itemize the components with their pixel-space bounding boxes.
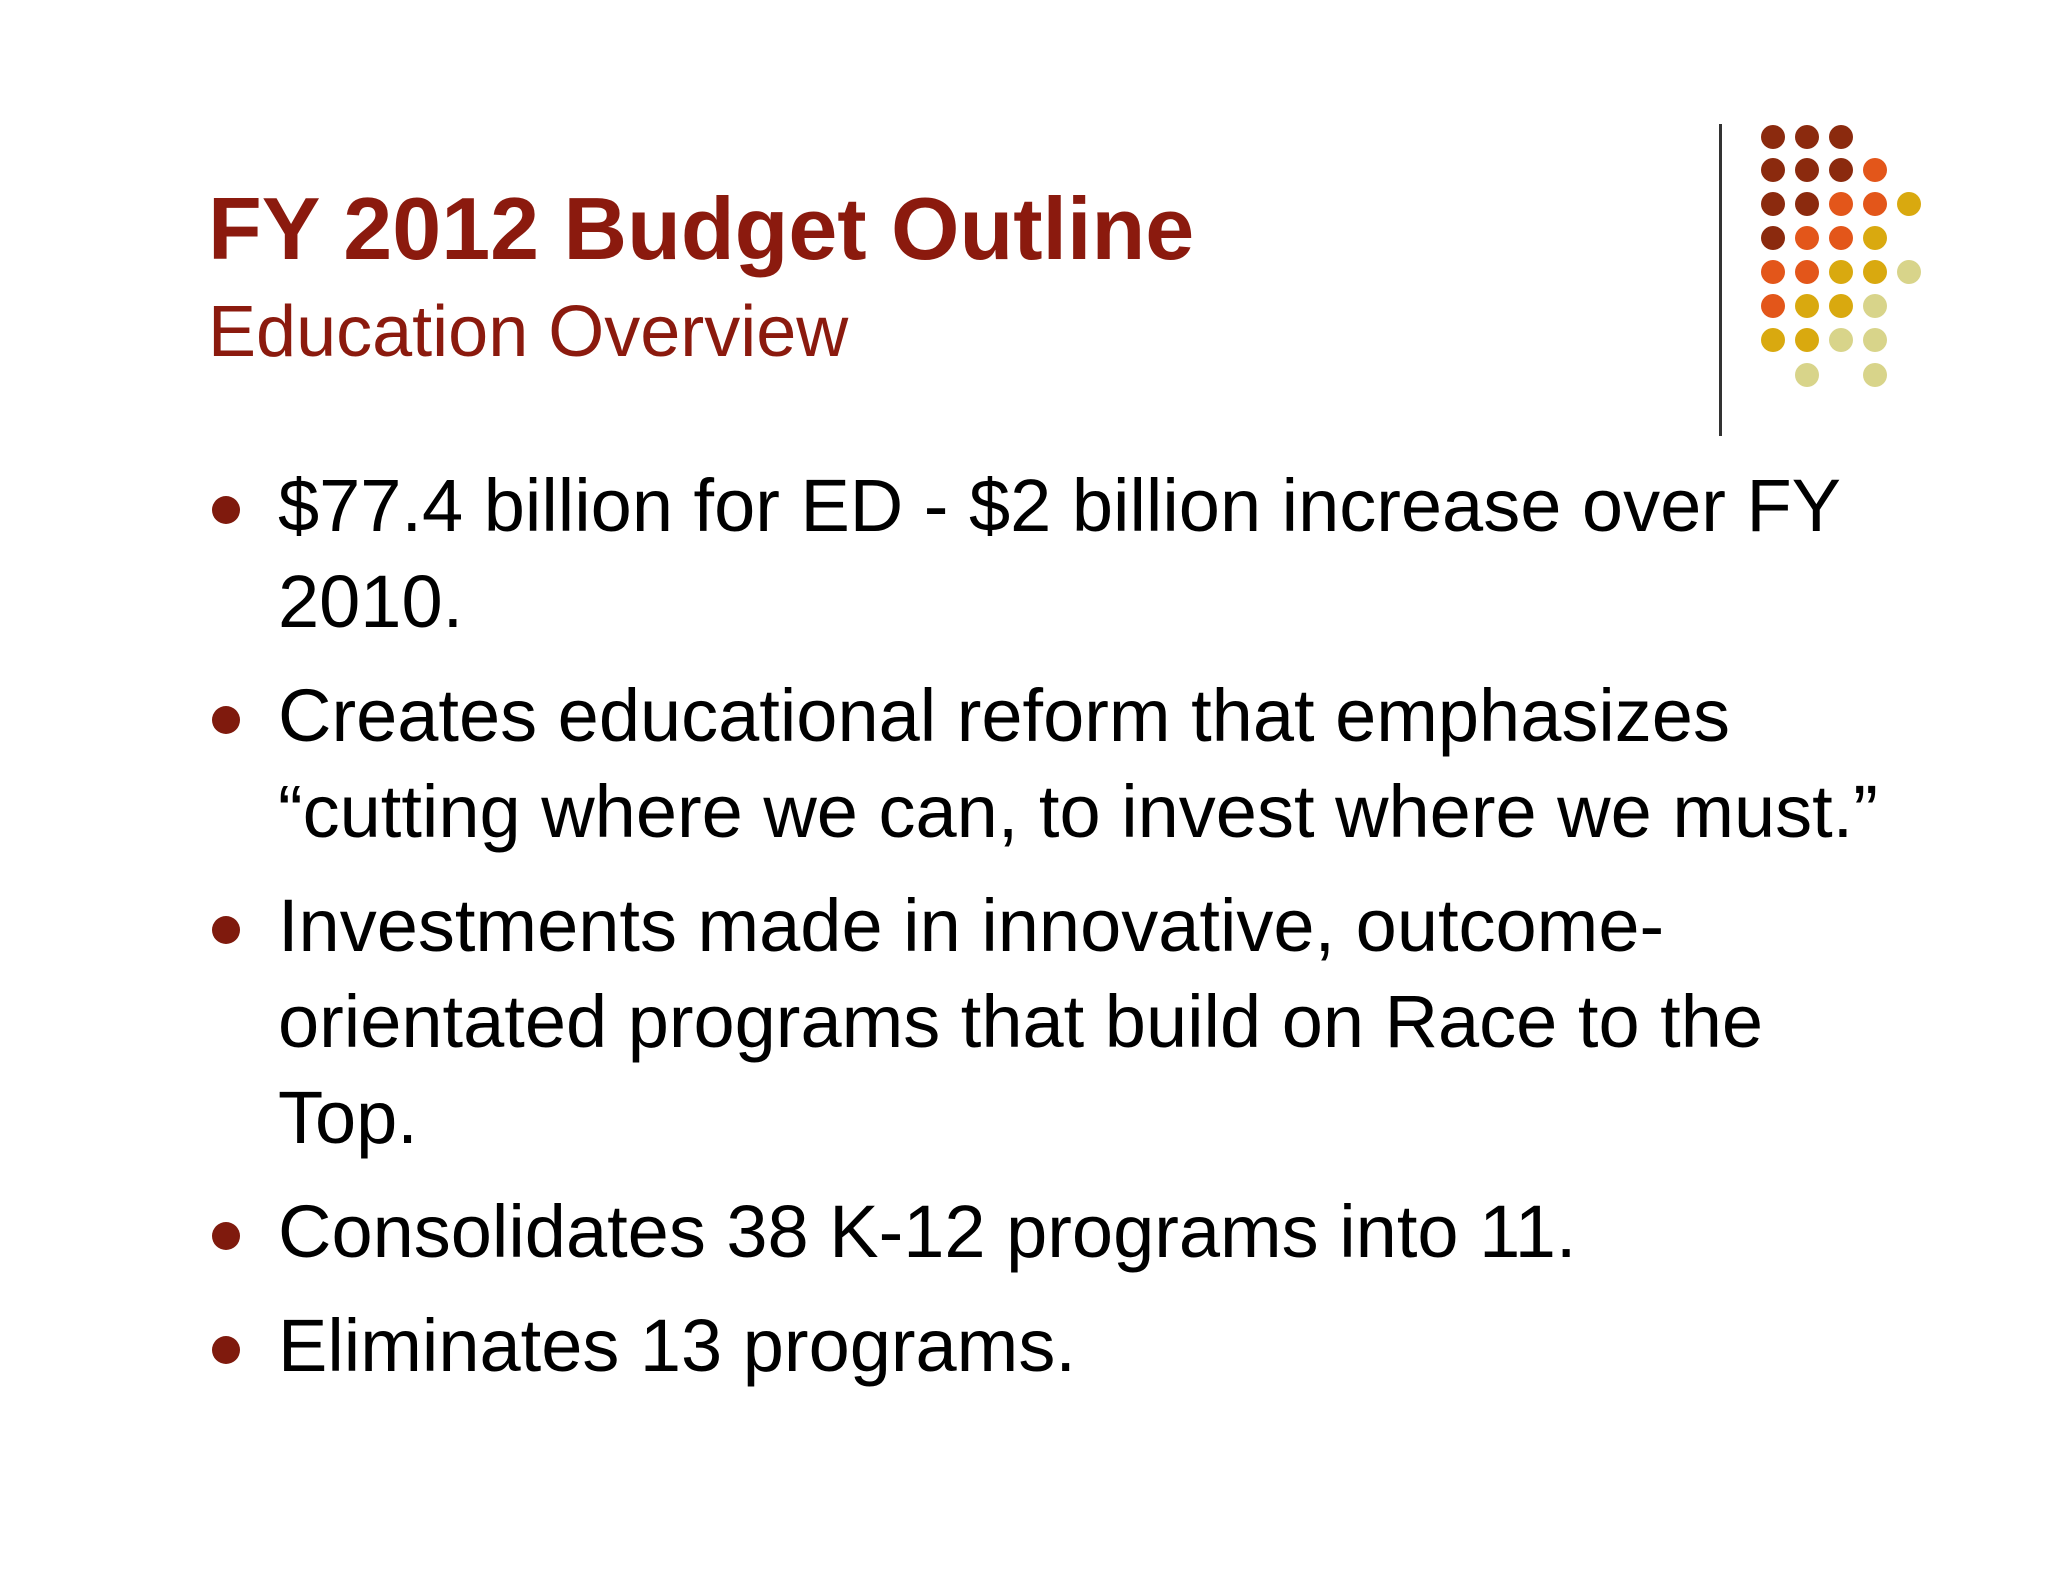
decor-dot xyxy=(1795,294,1819,318)
bullet-text: Investments made in innovative, outcome-orientated programs that build on Race to the Top. xyxy=(278,884,1764,1159)
bullet-dot-icon xyxy=(212,496,240,524)
decor-dot xyxy=(1897,192,1921,216)
decor-dot xyxy=(1829,192,1853,216)
decor-dot xyxy=(1863,158,1887,182)
decor-dot xyxy=(1795,363,1819,387)
decor-dot xyxy=(1897,260,1921,284)
decor-dot xyxy=(1795,328,1819,352)
decor-dot xyxy=(1795,158,1819,182)
bullet-dot-icon xyxy=(212,916,240,944)
divider-line xyxy=(1719,124,1722,436)
decor-dot xyxy=(1829,260,1853,284)
decor-dot xyxy=(1761,192,1785,216)
bullet-text: $77.4 billion for ED - $2 billion increase over FY 2010. xyxy=(278,464,1840,643)
decor-dot xyxy=(1863,328,1887,352)
decor-dot xyxy=(1863,192,1887,216)
decor-dot xyxy=(1829,294,1853,318)
bullet-item xyxy=(210,458,1910,650)
decor-dot xyxy=(1863,363,1887,387)
bullet-text: Creates educational reform that emphasizes “cutting where we can, to invest where we must.” xyxy=(278,674,1878,853)
slide-title: FY 2012 Budget Outline xyxy=(208,179,1195,278)
bullet-item xyxy=(210,878,1910,1166)
decor-dot xyxy=(1795,226,1819,250)
decor-dot xyxy=(1863,226,1887,250)
decor-dot xyxy=(1761,328,1785,352)
decor-dot xyxy=(1863,260,1887,284)
bullet-text: Consolidates 38 K-12 programs into 11. xyxy=(278,1190,1577,1273)
decor-dot xyxy=(1829,328,1853,352)
decor-dot xyxy=(1829,226,1853,250)
decor-dot xyxy=(1761,226,1785,250)
bullet-item xyxy=(210,668,1910,860)
bullet-text: Eliminates 13 programs. xyxy=(278,1304,1076,1387)
bullet-list xyxy=(210,458,1910,1412)
slide-subtitle: Education Overview xyxy=(208,292,849,372)
decor-dot xyxy=(1761,260,1785,284)
decor-dot xyxy=(1795,192,1819,216)
bullet-dot-icon xyxy=(212,1336,240,1364)
decor-dot xyxy=(1829,125,1853,149)
bullet-item xyxy=(210,1184,1910,1280)
decor-dot xyxy=(1761,294,1785,318)
bullet-item xyxy=(210,1298,1910,1394)
decor-dot xyxy=(1795,260,1819,284)
decor-dot xyxy=(1761,158,1785,182)
decor-dot xyxy=(1829,158,1853,182)
decor-dot xyxy=(1863,294,1887,318)
bullet-dot-icon xyxy=(212,706,240,734)
decor-dot xyxy=(1795,125,1819,149)
decor-dot xyxy=(1761,125,1785,149)
bullet-dot-icon xyxy=(212,1222,240,1250)
